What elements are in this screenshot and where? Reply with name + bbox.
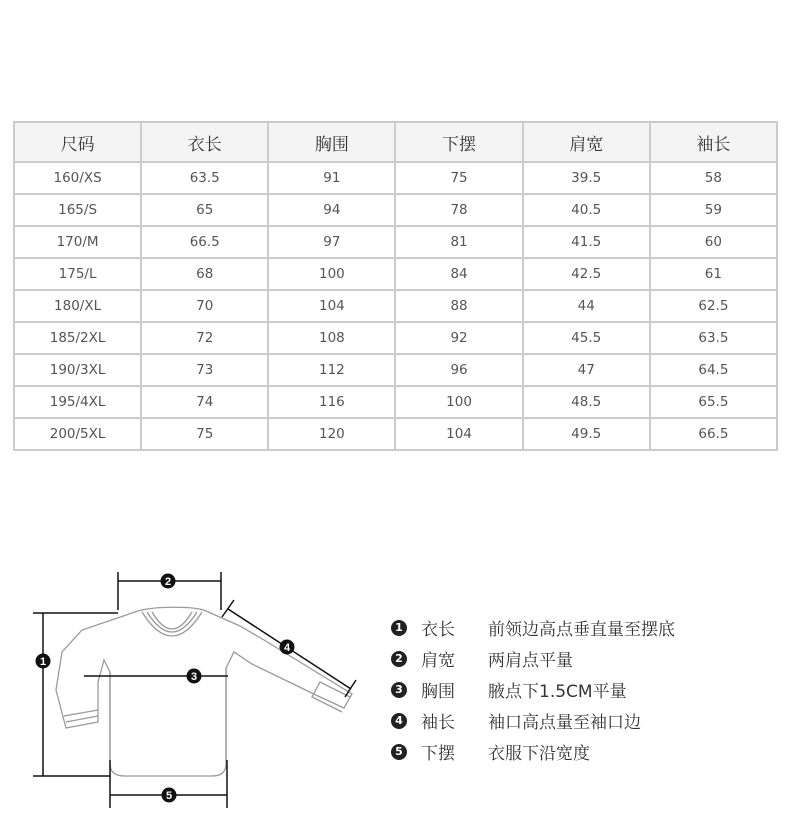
header-hem: 下摆 (395, 122, 522, 162)
legend-description: 袖口高点量至袖口边 (488, 713, 641, 733)
table-row (14, 418, 777, 450)
table-cell: 42.5 (523, 258, 650, 290)
table-header-row (14, 122, 777, 162)
legend-number: 3 (391, 682, 407, 698)
table-row (14, 258, 777, 290)
svg-text:3: 3 (190, 671, 198, 683)
table-cell: 70 (141, 290, 268, 322)
legend-term: 衣长 (421, 620, 455, 640)
legend-description: 衣服下沿宽度 (488, 744, 590, 764)
legend-term: 下摆 (421, 744, 455, 764)
legend-number: 4 (391, 713, 407, 729)
table-cell: 91 (268, 162, 395, 194)
sweater-measurement-diagram (0, 560, 380, 830)
table-cell: 40.5 (523, 194, 650, 226)
table-cell: 45.5 (523, 322, 650, 354)
table-cell: 88 (395, 290, 522, 322)
legend-item-chest (388, 674, 778, 705)
table-cell: 180/XL (14, 290, 141, 322)
table-row (14, 194, 777, 226)
marker-5 (162, 788, 177, 803)
table-cell: 97 (268, 226, 395, 258)
table-cell: 68 (141, 258, 268, 290)
table-cell: 61 (650, 258, 777, 290)
svg-text:2: 2 (164, 576, 172, 588)
table-cell: 65.5 (650, 386, 777, 418)
size-table (13, 121, 778, 451)
header-chest: 胸围 (268, 122, 395, 162)
table-cell: 195/4XL (14, 386, 141, 418)
legend-number: 2 (391, 651, 407, 667)
table-cell: 41.5 (523, 226, 650, 258)
sweater-outline (56, 607, 352, 776)
table-cell: 160/XS (14, 162, 141, 194)
table-cell: 44 (523, 290, 650, 322)
table-cell: 175/L (14, 258, 141, 290)
legend-item-hem (388, 736, 778, 767)
table-cell: 48.5 (523, 386, 650, 418)
legend-term: 胸围 (421, 682, 455, 702)
table-cell: 75 (395, 162, 522, 194)
table-cell: 59 (650, 194, 777, 226)
table-cell: 100 (268, 258, 395, 290)
marker-3 (187, 669, 202, 684)
table-cell: 190/3XL (14, 354, 141, 386)
table-cell: 65 (141, 194, 268, 226)
table-cell: 74 (141, 386, 268, 418)
table-cell: 94 (268, 194, 395, 226)
legend-description: 两肩点平量 (488, 651, 573, 671)
table-cell: 165/S (14, 194, 141, 226)
legend-item-length (388, 612, 778, 643)
table-cell: 47 (523, 354, 650, 386)
table-cell: 170/M (14, 226, 141, 258)
table-cell: 49.5 (523, 418, 650, 450)
table-cell: 112 (268, 354, 395, 386)
table-row (14, 226, 777, 258)
legend-description: 前领边高点垂直量至摆底 (488, 620, 675, 640)
table-cell: 63.5 (141, 162, 268, 194)
table-cell: 78 (395, 194, 522, 226)
measurement-legend (388, 612, 778, 767)
table-row (14, 386, 777, 418)
table-cell: 62.5 (650, 290, 777, 322)
table-cell: 108 (268, 322, 395, 354)
svg-text:5: 5 (165, 790, 173, 802)
svg-text:4: 4 (283, 642, 291, 654)
table-cell: 64.5 (650, 354, 777, 386)
header-size: 尺码 (14, 122, 141, 162)
legend-item-shoulder (388, 643, 778, 674)
table-cell: 92 (395, 322, 522, 354)
legend-term: 肩宽 (421, 651, 455, 671)
table-cell: 66.5 (141, 226, 268, 258)
table-cell: 200/5XL (14, 418, 141, 450)
table-cell: 58 (650, 162, 777, 194)
table-row (14, 322, 777, 354)
header-sleeve: 袖长 (650, 122, 777, 162)
table-cell: 63.5 (650, 322, 777, 354)
table-row (14, 162, 777, 194)
header-shoulder: 肩宽 (523, 122, 650, 162)
table-cell: 120 (268, 418, 395, 450)
table-cell: 116 (268, 386, 395, 418)
table-cell: 96 (395, 354, 522, 386)
table-cell: 104 (395, 418, 522, 450)
legend-term: 袖长 (421, 713, 455, 733)
table-cell: 104 (268, 290, 395, 322)
table-row (14, 290, 777, 322)
table-cell: 73 (141, 354, 268, 386)
table-cell: 39.5 (523, 162, 650, 194)
legend-description: 腋点下1.5CM平量 (488, 682, 627, 702)
table-cell: 66.5 (650, 418, 777, 450)
table-cell: 100 (395, 386, 522, 418)
svg-text:1: 1 (39, 656, 47, 668)
legend-number: 1 (391, 620, 407, 636)
table-cell: 84 (395, 258, 522, 290)
header-length: 衣长 (141, 122, 268, 162)
table-row (14, 354, 777, 386)
marker-2 (161, 574, 176, 589)
measure-lines (33, 572, 356, 808)
table-cell: 75 (141, 418, 268, 450)
legend-number: 5 (391, 744, 407, 760)
table-cell: 60 (650, 226, 777, 258)
marker-1 (36, 654, 51, 669)
table-cell: 81 (395, 226, 522, 258)
table-cell: 72 (141, 322, 268, 354)
legend-item-sleeve (388, 705, 778, 736)
marker-4 (280, 640, 295, 655)
table-cell: 185/2XL (14, 322, 141, 354)
